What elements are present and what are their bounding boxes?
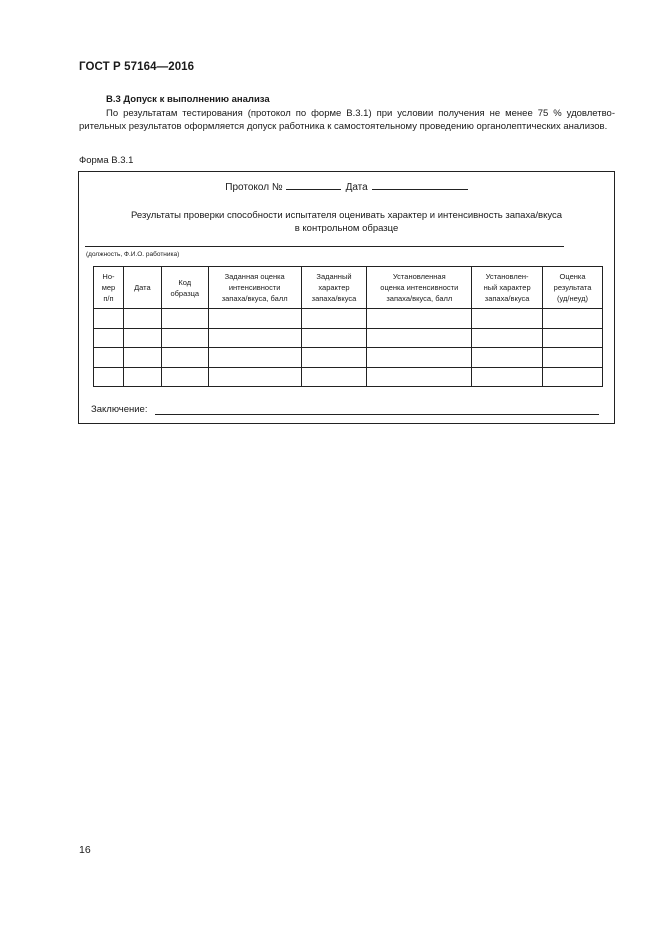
table-row (94, 348, 603, 368)
table-cell[interactable] (161, 328, 208, 348)
person-caption: (должность, Ф.И.О. работника) (86, 251, 180, 258)
form-label: Форма В.3.1 (79, 155, 134, 166)
results-table (93, 266, 603, 387)
header-cell-line: образца (170, 288, 200, 298)
results-title (79, 209, 614, 235)
protocol-label: Протокол № (225, 182, 283, 193)
date-label: Дата (345, 182, 368, 193)
header-cell-line: Заданная оценка (224, 272, 285, 281)
header-cell-line: Оценка (559, 272, 586, 281)
table-cell[interactable] (301, 348, 367, 368)
header-cell-line: Заданный (316, 272, 352, 281)
protocol-number-blank[interactable] (286, 180, 341, 190)
header-cell-line: запаха/вкуса, балл (221, 294, 288, 303)
header-cell-line: запаха/вкуса, балл (386, 294, 453, 303)
table-row (94, 309, 603, 329)
header-cell-line: мер (101, 283, 116, 292)
section-heading: В.3 Допуск к выполнению анализа (106, 94, 270, 105)
table-cell[interactable] (543, 367, 603, 387)
table-cell[interactable] (367, 328, 472, 348)
form-frame (78, 171, 615, 424)
table-cell[interactable] (94, 328, 124, 348)
table-cell[interactable] (161, 367, 208, 387)
table-header-cell (208, 267, 301, 309)
table-header-cell (94, 267, 124, 309)
header-cell-line: запаха/вкуса (311, 294, 357, 303)
table-cell[interactable] (208, 348, 301, 368)
table-cell[interactable] (123, 348, 161, 368)
header-cell-line: Код (178, 277, 192, 287)
table-cell[interactable] (301, 367, 367, 387)
header-cell-line: характер (318, 283, 350, 292)
conclusion-line[interactable] (155, 414, 599, 415)
table-cell[interactable] (472, 328, 543, 348)
header-cell-line: п/п (103, 294, 114, 303)
table-header-cell (472, 267, 543, 309)
table-header-cell (301, 267, 367, 309)
header-cell-line: результата (553, 283, 592, 292)
table-cell[interactable] (301, 328, 367, 348)
section-paragraph: По результатам тестирования (протокол по форме В.3.1) при условии получения не менее 75 % удовлетворительных результатов оформляется допуск работника к самостоятельному проведению органолептических анализов. (79, 108, 615, 132)
table-row (94, 328, 603, 348)
table-cell[interactable] (543, 309, 603, 329)
table-cell[interactable] (208, 328, 301, 348)
table-cell[interactable] (367, 367, 472, 387)
table-cell[interactable] (94, 367, 124, 387)
table-cell[interactable] (161, 348, 208, 368)
table-header-row (94, 267, 603, 309)
table-cell[interactable] (208, 309, 301, 329)
table-cell[interactable] (161, 309, 208, 329)
header-cell-line: Но- (102, 272, 115, 281)
table-cell[interactable] (543, 328, 603, 348)
table-cell[interactable] (472, 309, 543, 329)
table-cell[interactable] (123, 328, 161, 348)
results-title-line1: Результаты проверки способности испытателя оценивать характер и интенсивность запаха/вкуса (130, 210, 563, 221)
table-cell[interactable] (94, 309, 124, 329)
table-header-cell (367, 267, 472, 309)
page-number: 16 (79, 844, 91, 856)
header-cell-line: интенсивности (228, 283, 281, 292)
person-line[interactable] (85, 246, 564, 247)
doc-code: ГОСТ Р 57164—2016 (79, 61, 195, 73)
header-cell-line: Установленная (392, 272, 446, 281)
header-cell-line: Установлен- (485, 272, 529, 281)
table-cell[interactable] (367, 348, 472, 368)
header-cell-line: (уд/неуд) (556, 294, 589, 303)
table-cell[interactable] (543, 348, 603, 368)
table-cell[interactable] (94, 348, 124, 368)
table-cell[interactable] (123, 367, 161, 387)
table-cell[interactable] (367, 309, 472, 329)
table-header-cell (543, 267, 603, 309)
table-cell[interactable] (123, 309, 161, 329)
results-title-line2: в контрольном образце (294, 223, 399, 234)
table-row (94, 367, 603, 387)
header-cell-line: запаха/вкуса (484, 294, 530, 303)
table-header-cell (123, 267, 161, 309)
header-cell-line: оценка интенсивности (380, 283, 459, 292)
conclusion-label: Заключение: (91, 404, 148, 415)
header-cell-line: ный характер (483, 283, 531, 292)
header-cell-line: Дата (134, 283, 151, 292)
date-blank[interactable] (372, 180, 468, 190)
table-cell[interactable] (472, 348, 543, 368)
table-cell[interactable] (301, 309, 367, 329)
table-header-cell (161, 267, 208, 309)
protocol-line (79, 180, 614, 193)
table-cell[interactable] (208, 367, 301, 387)
table-cell[interactable] (472, 367, 543, 387)
